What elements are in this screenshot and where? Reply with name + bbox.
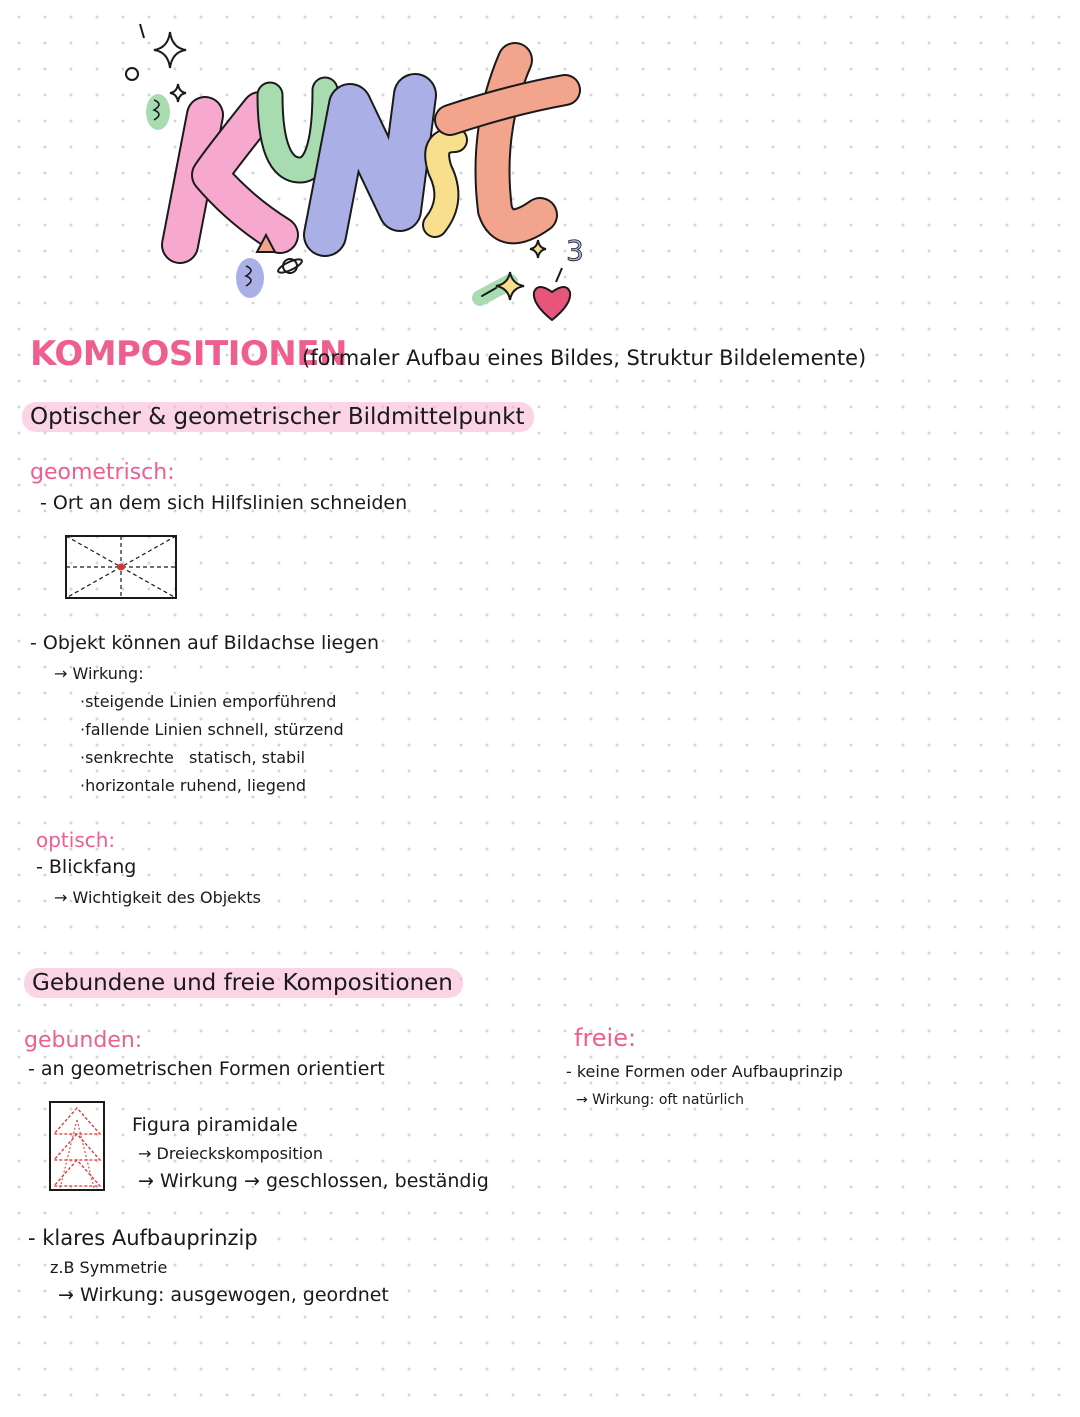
text-blickfang: - Blickfang xyxy=(36,856,137,878)
text-wirkung-natuerlich: → Wirkung: oft natürlich xyxy=(576,1092,744,1108)
list-item: ·fallende Linien schnell, stürzend xyxy=(80,720,344,739)
label-gebunden: gebunden: xyxy=(24,1028,143,1053)
text-hilfslinien: - Ort an dem sich Hilfslinien schneiden xyxy=(40,492,408,514)
number-three-doodle: 3 xyxy=(566,234,584,267)
text-wichtigkeit: → Wichtigkeit des Objekts xyxy=(54,888,261,907)
list-item: ·steigende Linien emporführend xyxy=(80,692,337,711)
center-diagram-icon xyxy=(64,534,178,600)
text-geometrische-formen: - an geometrischen Formen orientiert xyxy=(28,1058,385,1080)
sparkle-icon xyxy=(140,24,186,102)
circle-doodle-icon xyxy=(126,68,138,80)
text-dreieckskomposition: → Dreieckskomposition xyxy=(138,1144,324,1163)
letter-n-shape xyxy=(325,95,415,235)
letter-s-shape xyxy=(435,140,455,225)
label-geometrisch: geometrisch: xyxy=(30,460,175,485)
text-keine-formen: - keine Formen oder Aufbauprinzip xyxy=(566,1062,843,1081)
text-bildachse: - Objekt können auf Bildachse liegen xyxy=(30,632,380,654)
planet-icon xyxy=(277,257,304,275)
list-item: ·senkrechte statisch, stabil xyxy=(80,748,306,767)
section-header-kompositionen: Gebundene und freie Kompositionen xyxy=(24,968,463,998)
text-wirkung: → Wirkung: xyxy=(54,664,144,683)
list-item: ·horizontale ruhend, liegend xyxy=(80,776,307,795)
green-swirl-icon xyxy=(146,94,170,130)
label-freie: freie: xyxy=(574,1024,637,1052)
text-symmetrie: z.B Symmetrie xyxy=(50,1258,168,1277)
kunst-title-art xyxy=(110,20,630,340)
pyramid-diagram-icon xyxy=(48,1100,106,1192)
main-heading-subtitle: (formaler Aufbau eines Bildes, Struktur Bildelemente) xyxy=(302,346,867,370)
section-header-bildmittelpunkt: Optischer & geometrischer Bildmittelpunkt xyxy=(22,402,534,432)
heart-icon xyxy=(534,287,570,320)
text-figura-piramidale: Figura piramidale xyxy=(132,1114,298,1136)
label-optisch: optisch: xyxy=(36,828,116,852)
text-wirkung-geschlossen: → Wirkung → geschlossen, beständig xyxy=(138,1170,489,1192)
main-heading: KOMPOSITIONEN xyxy=(30,334,347,374)
text-aufbauprinzip: - klares Aufbauprinzip xyxy=(28,1226,258,1250)
letter-u-shape xyxy=(270,90,325,170)
purple-swirl-icon xyxy=(236,258,264,298)
text-wirkung-ausgewogen: → Wirkung: ausgewogen, geordnet xyxy=(58,1284,389,1306)
